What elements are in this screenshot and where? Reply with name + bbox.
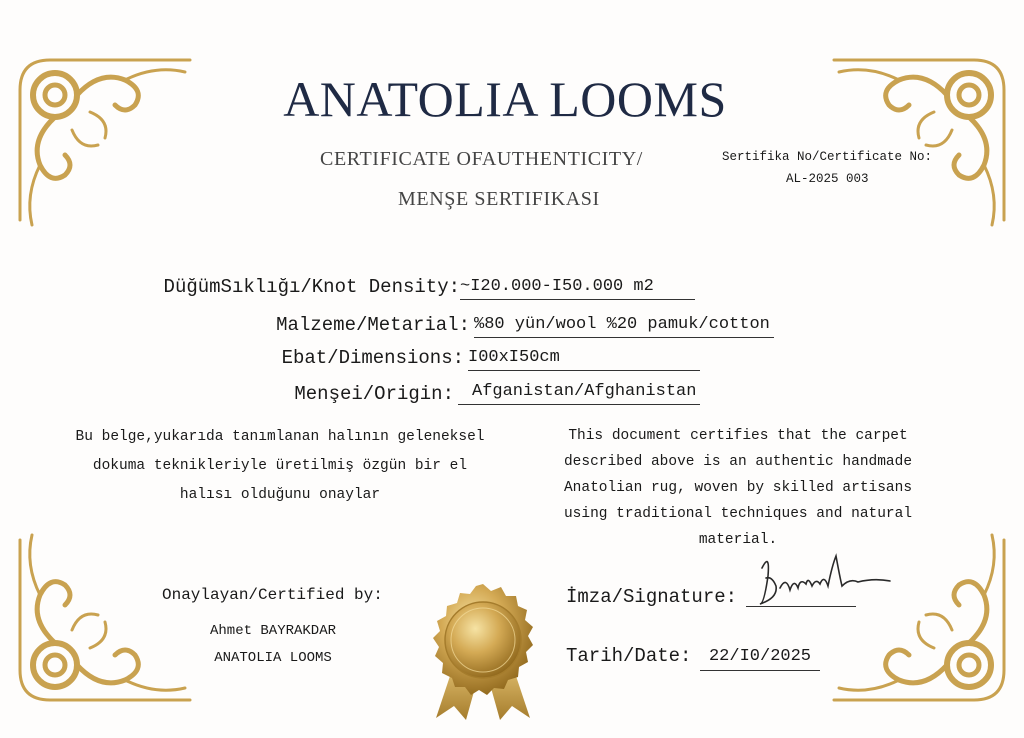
certificate-no-value: AL-2025 003 bbox=[786, 172, 869, 186]
subtitle-line-1: CERTIFICATE OFAUTHENTICITY/ bbox=[320, 148, 643, 170]
statement-en-line: using traditional techniques and natural bbox=[563, 506, 913, 522]
signature-image bbox=[750, 548, 900, 610]
statement-en-line: Anatolian rug, woven by skilled artisans bbox=[563, 480, 913, 496]
brand-title: ANATOLIA LOOMS bbox=[283, 71, 727, 127]
subtitle-line-2: MENŞE SERTIFIKASI bbox=[398, 188, 600, 210]
statement-tr bbox=[40, 423, 520, 510]
certificate-no-label: Sertifika No/Certificate No: bbox=[722, 150, 933, 164]
field-label-origin: Menşei/Origin: bbox=[294, 383, 454, 405]
statement-tr-line: dokuma teknikleriyle üretilmiş özgün bir el bbox=[92, 458, 468, 474]
statement-en-line: material. bbox=[698, 532, 778, 548]
certifier-company: ANATOLIA LOOMS bbox=[214, 650, 332, 666]
field-value-knot-density: ~I20.000-I50.000 m2 bbox=[460, 277, 695, 300]
statement-tr-line: Bu belge,yukarıda tanımlanan halının geleneksel bbox=[75, 429, 485, 445]
statement-en-line: described above is an authentic handmade bbox=[563, 454, 913, 470]
gold-seal-icon bbox=[418, 578, 548, 723]
certifier-name: Ahmet BAYRAKDAR bbox=[209, 623, 337, 639]
field-label-dimensions: Ebat/Dimensions: bbox=[281, 347, 464, 369]
signature-label: İmza/Signature: bbox=[566, 586, 738, 608]
field-label-material: Malzeme/Metarial: bbox=[276, 314, 470, 336]
certified-by-block bbox=[168, 618, 378, 672]
field-value-material: %80 yün/wool %20 pamuk/cotton bbox=[474, 315, 774, 338]
date-value: 22/I0/2025 bbox=[700, 647, 820, 671]
statement-en-line: This document certifies that the carpet bbox=[568, 428, 908, 444]
field-value-dimensions: I00xI50cm bbox=[468, 348, 700, 371]
date-label: Tarih/Date: bbox=[566, 645, 692, 667]
field-value-origin: Afganistan/Afghanistan bbox=[458, 382, 700, 405]
certified-by-label: Onaylayan/Certified by: bbox=[162, 586, 383, 604]
field-label-knot-density: DüğümSıklığı/Knot Density: bbox=[163, 276, 460, 298]
statement-en bbox=[548, 423, 928, 553]
statement-tr-line: halısı olduğunu onaylar bbox=[179, 487, 381, 503]
